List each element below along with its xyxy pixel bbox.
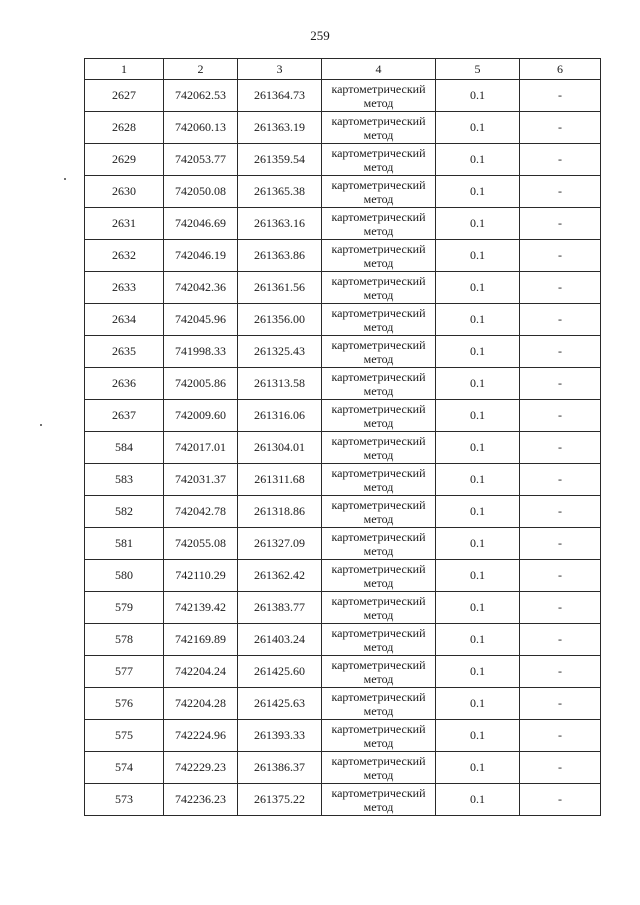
method-line: картометрический (331, 369, 426, 384)
note-cell: - (520, 528, 601, 560)
scan-speck (64, 178, 66, 180)
y-coordinate-cell: 261393.33 (238, 720, 322, 752)
x-coordinate-cell: 742042.36 (164, 272, 238, 304)
method-line: метод (363, 703, 394, 718)
point-number-cell: 2627 (85, 80, 164, 112)
x-coordinate-cell: 742229.23 (164, 752, 238, 784)
point-number-cell: 579 (85, 592, 164, 624)
table-body (85, 80, 601, 816)
accuracy-cell: 0.1 (436, 208, 520, 240)
note-cell: - (520, 752, 601, 784)
column-header: 6 (520, 59, 601, 80)
accuracy-cell: 0.1 (436, 560, 520, 592)
table-row (85, 336, 601, 368)
table-row (85, 272, 601, 304)
table-row (85, 240, 601, 272)
method-line: метод (363, 287, 394, 302)
accuracy-cell: 0.1 (436, 464, 520, 496)
method-cell (322, 80, 436, 112)
note-cell: - (520, 656, 601, 688)
y-coordinate-cell: 261403.24 (238, 624, 322, 656)
method-line: картометрический (331, 657, 426, 672)
table-row (85, 176, 601, 208)
method-line: метод (363, 735, 394, 750)
point-number-cell: 2632 (85, 240, 164, 272)
table-row (85, 368, 601, 400)
method-line: картометрический (331, 689, 426, 704)
method-line: картометрический (331, 401, 426, 416)
method-line: метод (363, 543, 394, 558)
method-line: метод (363, 767, 394, 782)
table-row (85, 624, 601, 656)
x-coordinate-cell: 742050.08 (164, 176, 238, 208)
point-number-cell: 2637 (85, 400, 164, 432)
note-cell: - (520, 336, 601, 368)
point-number-cell: 582 (85, 496, 164, 528)
point-number-cell: 2636 (85, 368, 164, 400)
column-header: 3 (238, 59, 322, 80)
scan-speck (40, 424, 42, 426)
method-cell (322, 464, 436, 496)
point-number-cell: 575 (85, 720, 164, 752)
accuracy-cell: 0.1 (436, 272, 520, 304)
note-cell: - (520, 272, 601, 304)
method-line: метод (363, 319, 394, 334)
x-coordinate-cell: 742169.89 (164, 624, 238, 656)
accuracy-cell: 0.1 (436, 176, 520, 208)
accuracy-cell: 0.1 (436, 240, 520, 272)
note-cell: - (520, 400, 601, 432)
y-coordinate-cell: 261364.73 (238, 80, 322, 112)
point-number-cell: 577 (85, 656, 164, 688)
table-row (85, 144, 601, 176)
method-line: метод (363, 383, 394, 398)
y-coordinate-cell: 261363.86 (238, 240, 322, 272)
note-cell: - (520, 624, 601, 656)
point-number-cell: 2630 (85, 176, 164, 208)
x-coordinate-cell: 742060.13 (164, 112, 238, 144)
x-coordinate-cell: 742042.78 (164, 496, 238, 528)
method-line: метод (363, 351, 394, 366)
method-cell (322, 720, 436, 752)
note-cell: - (520, 720, 601, 752)
method-line: метод (363, 799, 394, 814)
x-coordinate-cell: 742204.28 (164, 688, 238, 720)
column-header: 5 (436, 59, 520, 80)
method-line: метод (363, 639, 394, 654)
method-line: картометрический (331, 241, 426, 256)
page-number: 259 (310, 28, 330, 43)
method-cell (322, 752, 436, 784)
method-line: метод (363, 671, 394, 686)
coordinates-table (84, 58, 601, 816)
point-number-cell: 583 (85, 464, 164, 496)
point-number-cell: 2628 (85, 112, 164, 144)
note-cell: - (520, 688, 601, 720)
column-header: 2 (164, 59, 238, 80)
table-row (85, 528, 601, 560)
accuracy-cell: 0.1 (436, 528, 520, 560)
x-coordinate-cell: 742017.01 (164, 432, 238, 464)
y-coordinate-cell: 261361.56 (238, 272, 322, 304)
accuracy-cell: 0.1 (436, 80, 520, 112)
table-row (85, 560, 601, 592)
note-cell: - (520, 144, 601, 176)
point-number-cell: 581 (85, 528, 164, 560)
accuracy-cell: 0.1 (436, 144, 520, 176)
x-coordinate-cell: 742031.37 (164, 464, 238, 496)
y-coordinate-cell: 261313.58 (238, 368, 322, 400)
method-line: картометрический (331, 209, 426, 224)
table-row (85, 656, 601, 688)
point-number-cell: 2634 (85, 304, 164, 336)
accuracy-cell: 0.1 (436, 592, 520, 624)
note-cell: - (520, 464, 601, 496)
x-coordinate-cell: 742046.69 (164, 208, 238, 240)
accuracy-cell: 0.1 (436, 336, 520, 368)
table-row (85, 304, 601, 336)
method-cell (322, 208, 436, 240)
column-header: 4 (322, 59, 436, 80)
method-line: картометрический (331, 561, 426, 576)
method-cell (322, 304, 436, 336)
method-line: картометрический (331, 145, 426, 160)
accuracy-cell: 0.1 (436, 304, 520, 336)
x-coordinate-cell: 742005.86 (164, 368, 238, 400)
note-cell: - (520, 496, 601, 528)
x-coordinate-cell: 742046.19 (164, 240, 238, 272)
x-coordinate-cell: 742224.96 (164, 720, 238, 752)
note-cell: - (520, 592, 601, 624)
y-coordinate-cell: 261363.19 (238, 112, 322, 144)
method-cell (322, 624, 436, 656)
method-cell (322, 240, 436, 272)
table-row (85, 80, 601, 112)
method-line: метод (363, 415, 394, 430)
y-coordinate-cell: 261375.22 (238, 784, 322, 816)
note-cell: - (520, 560, 601, 592)
point-number-cell: 580 (85, 560, 164, 592)
x-coordinate-cell: 741998.33 (164, 336, 238, 368)
accuracy-cell: 0.1 (436, 496, 520, 528)
point-number-cell: 584 (85, 432, 164, 464)
x-coordinate-cell: 742053.77 (164, 144, 238, 176)
accuracy-cell: 0.1 (436, 720, 520, 752)
method-line: метод (363, 223, 394, 238)
method-cell (322, 336, 436, 368)
method-cell (322, 528, 436, 560)
method-cell (322, 656, 436, 688)
note-cell: - (520, 304, 601, 336)
method-line: метод (363, 575, 394, 590)
y-coordinate-cell: 261425.60 (238, 656, 322, 688)
x-coordinate-cell: 742236.23 (164, 784, 238, 816)
x-coordinate-cell: 742009.60 (164, 400, 238, 432)
accuracy-cell: 0.1 (436, 432, 520, 464)
column-header: 1 (85, 59, 164, 80)
y-coordinate-cell: 261362.42 (238, 560, 322, 592)
y-coordinate-cell: 261365.38 (238, 176, 322, 208)
note-cell: - (520, 368, 601, 400)
accuracy-cell: 0.1 (436, 688, 520, 720)
method-line: картометрический (331, 529, 426, 544)
note-cell: - (520, 784, 601, 816)
note-cell: - (520, 208, 601, 240)
method-line: картометрический (331, 305, 426, 320)
method-cell (322, 688, 436, 720)
method-line: метод (363, 607, 394, 622)
y-coordinate-cell: 261383.77 (238, 592, 322, 624)
table-row (85, 720, 601, 752)
method-line: картометрический (331, 593, 426, 608)
note-cell: - (520, 240, 601, 272)
method-cell (322, 144, 436, 176)
y-coordinate-cell: 261325.43 (238, 336, 322, 368)
x-coordinate-cell: 742110.29 (164, 560, 238, 592)
method-line: картометрический (331, 785, 426, 800)
y-coordinate-cell: 261386.37 (238, 752, 322, 784)
x-coordinate-cell: 742045.96 (164, 304, 238, 336)
method-cell (322, 784, 436, 816)
method-line: метод (363, 255, 394, 270)
method-cell (322, 368, 436, 400)
method-cell (322, 592, 436, 624)
point-number-cell: 574 (85, 752, 164, 784)
x-coordinate-cell: 742204.24 (164, 656, 238, 688)
y-coordinate-cell: 261311.68 (238, 464, 322, 496)
method-line: метод (363, 191, 394, 206)
method-line: картометрический (331, 721, 426, 736)
method-line: картометрический (331, 433, 426, 448)
accuracy-cell: 0.1 (436, 656, 520, 688)
method-line: картометрический (331, 273, 426, 288)
table-row (85, 464, 601, 496)
method-cell (322, 176, 436, 208)
y-coordinate-cell: 261425.63 (238, 688, 322, 720)
x-coordinate-cell: 742062.53 (164, 80, 238, 112)
table-row (85, 432, 601, 464)
accuracy-cell: 0.1 (436, 400, 520, 432)
y-coordinate-cell: 261356.00 (238, 304, 322, 336)
y-coordinate-cell: 261316.06 (238, 400, 322, 432)
method-cell (322, 560, 436, 592)
method-line: картометрический (331, 497, 426, 512)
accuracy-cell: 0.1 (436, 368, 520, 400)
y-coordinate-cell: 261363.16 (238, 208, 322, 240)
y-coordinate-cell: 261318.86 (238, 496, 322, 528)
table-header-row (85, 59, 601, 80)
method-cell (322, 112, 436, 144)
point-number-cell: 576 (85, 688, 164, 720)
table-row (85, 208, 601, 240)
method-line: метод (363, 95, 394, 110)
table-row (85, 400, 601, 432)
table-row (85, 752, 601, 784)
method-line: метод (363, 159, 394, 174)
note-cell: - (520, 176, 601, 208)
note-cell: - (520, 112, 601, 144)
method-line: картометрический (331, 465, 426, 480)
y-coordinate-cell: 261327.09 (238, 528, 322, 560)
method-cell (322, 400, 436, 432)
method-line: метод (363, 447, 394, 462)
method-line: метод (363, 479, 394, 494)
method-line: метод (363, 511, 394, 526)
table-row (85, 592, 601, 624)
point-number-cell: 2633 (85, 272, 164, 304)
y-coordinate-cell: 261304.01 (238, 432, 322, 464)
point-number-cell: 578 (85, 624, 164, 656)
table-row (85, 112, 601, 144)
note-cell: - (520, 80, 601, 112)
method-line: картометрический (331, 753, 426, 768)
accuracy-cell: 0.1 (436, 112, 520, 144)
method-cell (322, 432, 436, 464)
table-row (85, 688, 601, 720)
y-coordinate-cell: 261359.54 (238, 144, 322, 176)
method-cell (322, 496, 436, 528)
x-coordinate-cell: 742139.42 (164, 592, 238, 624)
method-line: картометрический (331, 113, 426, 128)
point-number-cell: 2631 (85, 208, 164, 240)
point-number-cell: 2629 (85, 144, 164, 176)
note-cell: - (520, 432, 601, 464)
accuracy-cell: 0.1 (436, 624, 520, 656)
method-cell (322, 272, 436, 304)
point-number-cell: 2635 (85, 336, 164, 368)
method-line: картометрический (331, 337, 426, 352)
point-number-cell: 573 (85, 784, 164, 816)
method-line: картометрический (331, 177, 426, 192)
accuracy-cell: 0.1 (436, 752, 520, 784)
table-row (85, 496, 601, 528)
table-row (85, 784, 601, 816)
method-line: картометрический (331, 625, 426, 640)
accuracy-cell: 0.1 (436, 784, 520, 816)
method-line: метод (363, 127, 394, 142)
method-line: картометрический (331, 81, 426, 96)
x-coordinate-cell: 742055.08 (164, 528, 238, 560)
